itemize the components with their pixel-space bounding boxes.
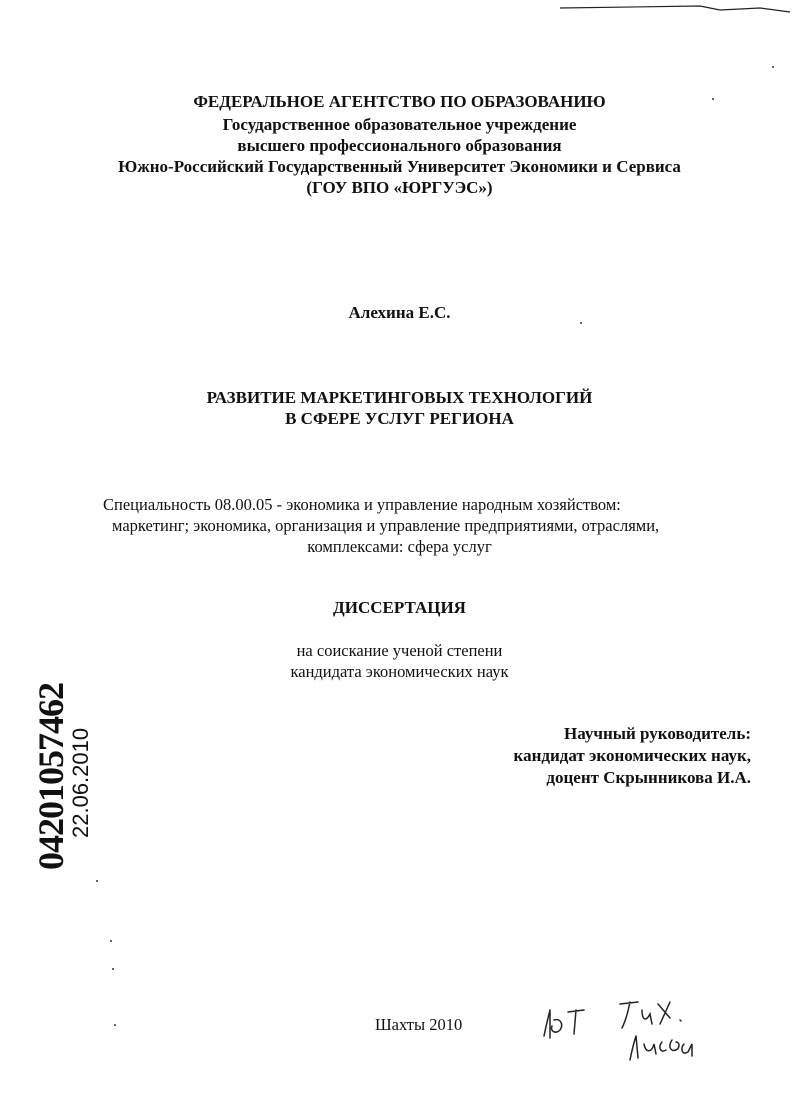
scan-edge-mark [0, 0, 799, 14]
supervisor-degree: кандидат экономических наук, [513, 746, 751, 765]
title-line-2: В СФЕРЕ УСЛУГ РЕГИОНА [285, 409, 514, 428]
scan-speck [772, 66, 774, 68]
institution-type: Государственное образовательное учреждение [222, 115, 577, 134]
scan-speck [580, 322, 582, 324]
stamp-date: 22.06.2010 [68, 727, 93, 838]
stamp-number: 04201057462 [31, 683, 71, 870]
specialty-line-3: комплексами: сфера услуг [307, 537, 492, 556]
degree-line-2: кандидата экономических наук [290, 662, 509, 681]
university-name: Южно-Российский Государственный Университет Экономики и Сервиса [118, 157, 681, 176]
author-name: Алехина Е.С. [348, 303, 451, 322]
supervisor-label: Научный руководитель: [564, 724, 751, 743]
handwritten-note [530, 990, 730, 1070]
education-level: высшего профессионального образования [237, 136, 562, 155]
scan-speck [712, 98, 714, 100]
place-year: Шахты 2010 [375, 1015, 463, 1034]
specialty-line-2: маркетинг; экономика, организация и управление предприятиями, отраслями, [112, 516, 660, 535]
document-type: ДИССЕРТАЦИЯ [333, 598, 466, 617]
university-abbr: (ГОУ ВПО «ЮРГУЭС») [306, 178, 493, 197]
title-line-1: РАЗВИТИЕ МАРКЕТИНГОВЫХ ТЕХНОЛОГИЙ [206, 388, 593, 407]
agency-name: ФЕДЕРАЛЬНОЕ АГЕНТСТВО ПО ОБРАЗОВАНИЮ [193, 92, 606, 111]
degree-line-1: на соискание ученой степени [296, 641, 503, 660]
specialty-line-1: Специальность 08.00.05 - экономика и управление народным хозяйством: [103, 495, 621, 514]
supervisor-name: доцент Скрынникова И.А. [546, 768, 751, 787]
scan-speck [96, 880, 98, 882]
scan-speck [114, 1024, 116, 1026]
scan-speck [110, 940, 112, 942]
scan-speck [112, 968, 114, 970]
